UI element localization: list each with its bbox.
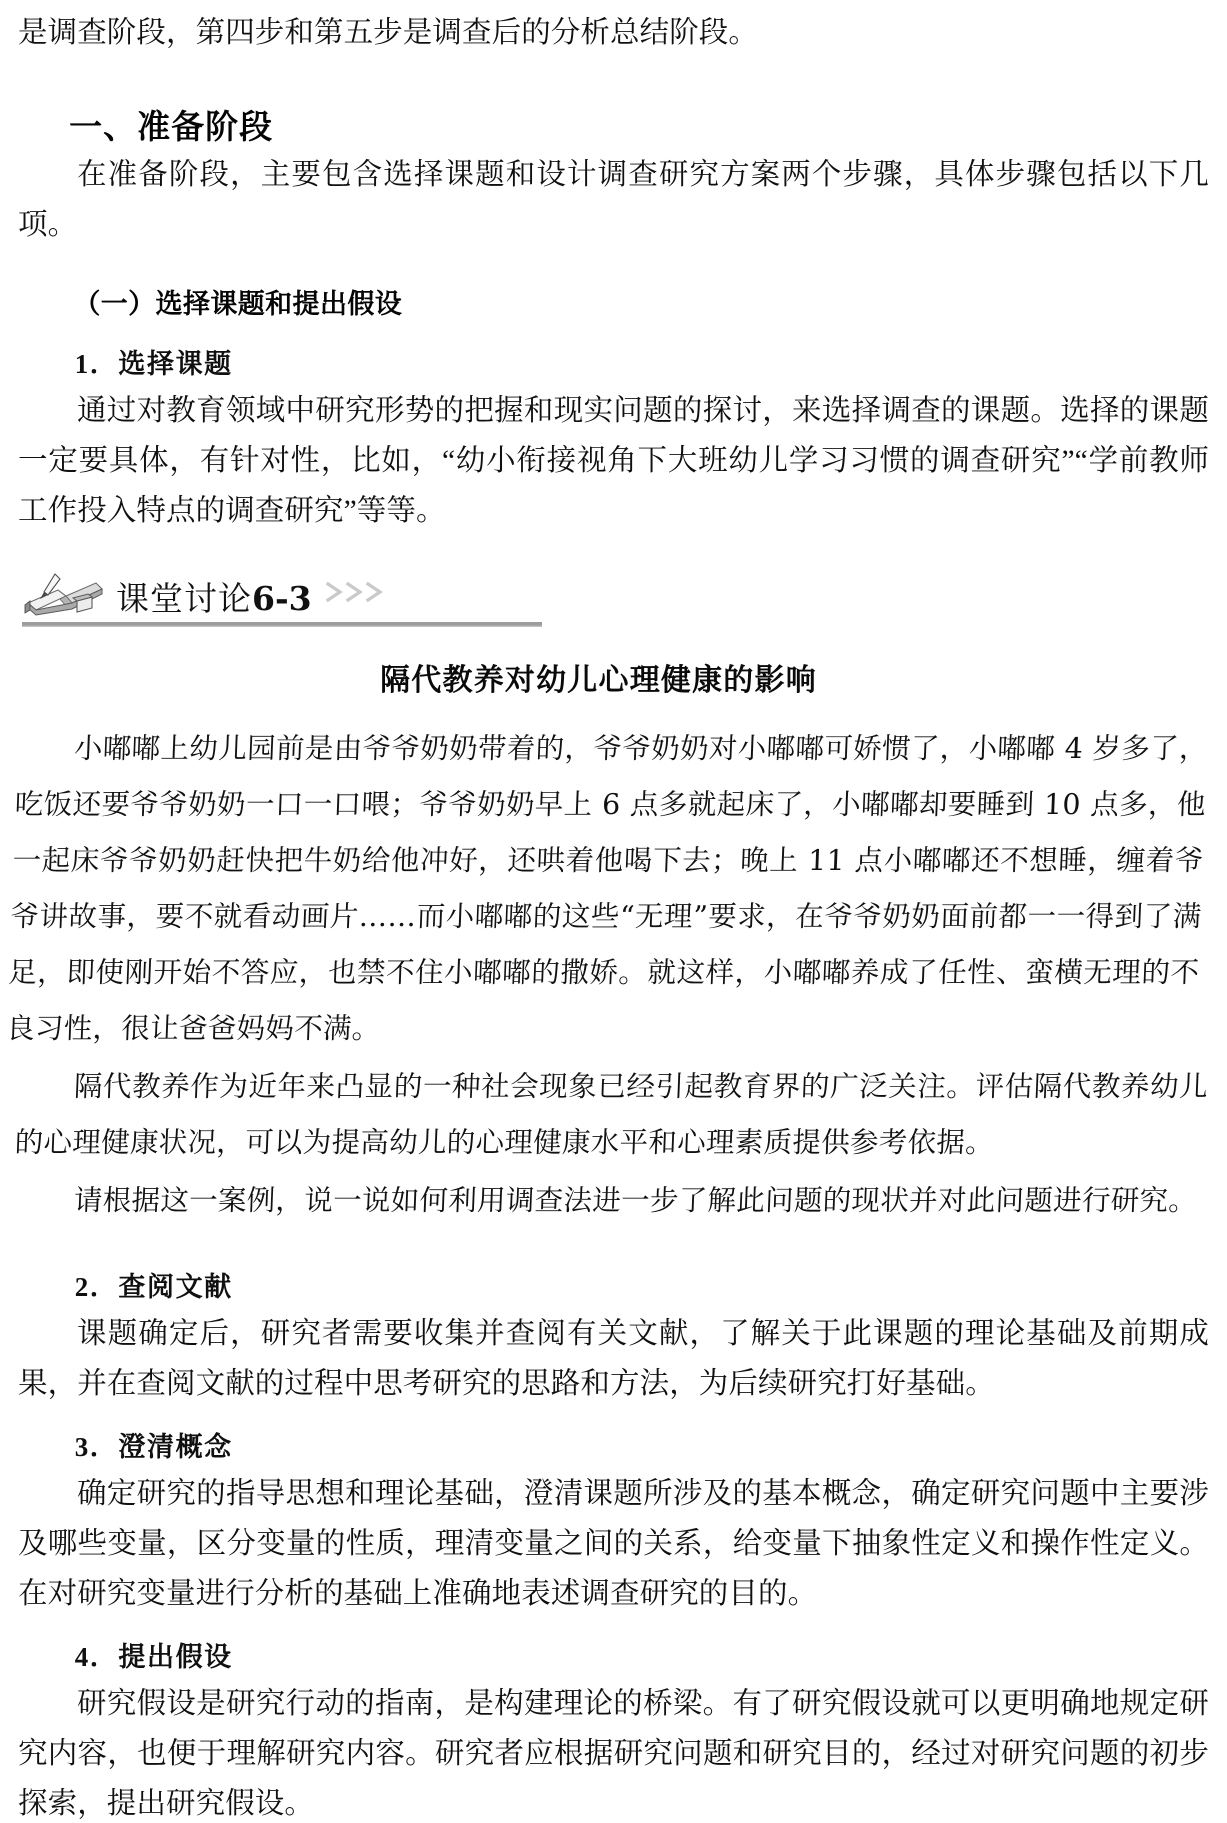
item-body-1: 通过对教育领域中研究形势的把握和现实问题的探讨，来选择调查的课题。选择的课题一定要具体，有针对性，比如，“幼小衔接视角下大班幼儿学习习惯的调查研究”“学前教师工作投入特点的调查研究”等等。 [18,395,1209,527]
item-label-4: 4．提出假设 [74,1642,233,1672]
discussion-paragraph: 请根据这一案例，说一说如何利用调查法进一步了解此问题的现状并对此问题进行研究。 [73,1184,1198,1217]
section-heading-1: 一、准备阶段 [69,107,274,146]
item-label-2: 2．查阅文献 [74,1272,233,1302]
discussion-number: 6-3 [252,579,312,618]
subsection-heading-1: （一）选择课题和提出假设 [73,289,403,320]
discussion-label-text: 课堂讨论 [116,579,252,618]
item-body-4: 研究假设是研究行动的指南，是构建理论的桥梁。有了研究假设就可以更明确地规定研究内容，也便于理解研究内容。研究者应根据研究问题和研究目的，经过对研究问题的初步探索，提出研究假设。 [18,1688,1209,1820]
section-1-intro-paragraph: 在准备阶段，主要包含选择课题和设计调查研究方案两个步骤，具体步骤包括以下几项。 [18,159,1209,241]
book-quill-icon [22,570,108,620]
triple-chevron-right-icon [324,575,398,613]
discussion-header [18,566,1209,620]
discussion-box [5,566,1209,1229]
item-label-1: 1．选择课题 [74,349,233,379]
item-body-3: 确定研究的指导思想和理论基础，澄清课题所涉及的基本概念，确定研究问题中主要涉及哪些变量，区分变量的性质，理清变量之间的关系，给变量下抽象性定义和操作性定义。在对研究变量进行分析的基础上准确地表述调查研究的目的。 [18,1478,1209,1610]
discussion-paragraph: 小嘟嘟上幼儿园前是由爷爷奶奶带着的，爷爷奶奶对小嘟嘟可娇惯了，小嘟嘟 4 岁多了，吃饭还要爷爷奶奶一口一口喂；爷爷奶奶早上 6 点多就起床了，小嘟嘟却要睡到 10 点多，他一起床爷爷奶奶赶快把牛奶给他冲好，还哄着他喝下去；晚上 11 点小嘟嘟还不想睡，缠着爷爷讲故事，要不就看动画片……而小嘟嘟的这些“无理”要求，在爷爷奶奶面前都一一得到了满足，即使刚开始不答应，也禁不住小嘟嘟的撒娇。就这样，小嘟嘟养成了任性、蛮横无理的不良习性，很让爸爸妈妈不满。 [5,732,1209,1045]
discussion-header-rule [22,622,542,627]
discussion-body [5,721,1209,1229]
spacer [18,1229,1209,1249]
discussion-label [116,580,398,618]
discussion-paragraph: 隔代教养作为近年来凸显的一种社会现象已经引起教育界的广泛关注。评估隔代教养幼儿的心理健康状况，可以为提高幼儿的心理健康水平和心理素质提供参考依据。 [14,1070,1209,1159]
item-body-2: 课题确定后，研究者需要收集并查阅有关文献，了解关于此课题的理论基础及前期成果，并在查阅文献的过程中思考研究的思路和方法，为后续研究打好基础。 [18,1318,1209,1400]
carryover-paragraph: 是调查阶段，第四步和第五步是调查后的分析总结阶段。 [18,17,759,49]
item-label-3: 3．澄清概念 [74,1432,233,1462]
discussion-title: 隔代教养对幼儿心理健康的影响 [380,663,817,698]
